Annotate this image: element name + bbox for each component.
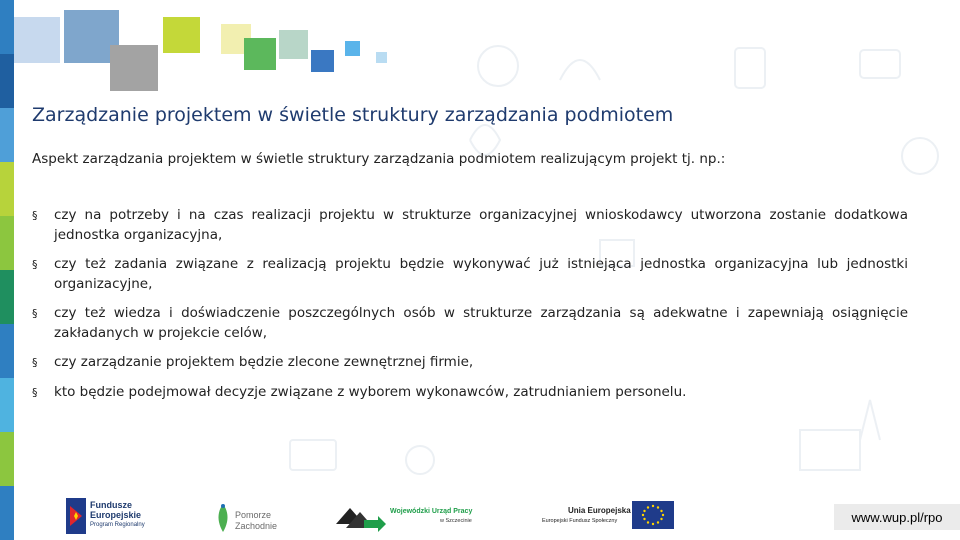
- bullet-mark: §: [32, 209, 38, 222]
- tree-icon: [860, 400, 880, 440]
- bus-icon: [735, 48, 765, 88]
- wup-line2: w Szczecinie: [440, 518, 472, 524]
- chat-icon: [860, 50, 900, 78]
- fe-star-icon: [66, 498, 86, 534]
- list-item-text: czy zarządzanie projektem będzie zlecone zewnętrznej firmie,: [54, 354, 474, 370]
- eu-flag-icon: [632, 501, 674, 529]
- ue-line2: Europejski Fundusz Społeczny: [542, 518, 618, 524]
- wup-logo: [336, 498, 486, 536]
- pomorze-line2: Zachodnie: [235, 521, 278, 531]
- fence-icon: [800, 430, 860, 470]
- unia-europejska-logo: [540, 500, 675, 534]
- list-item: [32, 206, 908, 245]
- list-item-text: kto będzie podejmował decyzje związane z wyborem wykonawców, zatrudnianiem personelu.: [54, 383, 687, 400]
- fe-line3: Program Regionalny: [90, 522, 145, 528]
- seed-icon: [215, 502, 231, 532]
- atom-icon: [902, 138, 938, 174]
- pomorze-zachodnie-logo: [215, 498, 285, 536]
- website-link[interactable]: www.wup.pl/rpo: [834, 504, 960, 530]
- footer-logos: [0, 490, 960, 540]
- list-item: [32, 353, 908, 373]
- fundusze-europejskie-logo: [66, 496, 162, 536]
- gear-icon: [406, 446, 434, 474]
- list-item-text: czy też wiedza i doświadczenie poszczególnych osób w strukturze zarządzania są adekwatne i zapewniają osiągnięcie zakładanych w projekcie celów,: [54, 305, 908, 341]
- bullet-mark: §: [32, 258, 38, 271]
- list-item-text: czy na potrzeby i na czas realizacji projektu w strukturze organizacyjnej wnioskodawcy utworzona zostanie dodatkowa jednostka organizacyjna,: [54, 207, 908, 243]
- list-item: [32, 383, 908, 403]
- list-item: [32, 304, 908, 343]
- fe-line2: Europejskie: [90, 510, 142, 520]
- left-color-strip: [0, 0, 14, 540]
- briefcase-icon: [290, 440, 336, 470]
- ue-line1: Unia Europejska: [568, 506, 631, 515]
- slide-title: Zarządzanie projektem w świetle struktury zarządzania podmiotem: [32, 104, 674, 126]
- wup-emblem-icon: [336, 498, 386, 534]
- pomorze-line1: Pomorze: [235, 510, 272, 520]
- bullet-list: [32, 206, 908, 402]
- sun-icon: [478, 46, 518, 86]
- bullet-mark: §: [32, 356, 38, 369]
- bullet-mark: §: [32, 385, 38, 399]
- list-item-text: czy też zadania związane z realizacją projektu będzie wykonywać już istniejąca jednostka organizacyjna lub jednostki organizacyjne,: [54, 256, 908, 292]
- wup-line1: Wojewódzki Urząd Pracy: [390, 508, 473, 515]
- list-item: [32, 255, 908, 294]
- leaf-icon: [560, 60, 600, 80]
- intro-text: Aspekt zarządzania projektem w świetle struktury zarządzania podmiotem realizującym projekt tj. np.:: [32, 151, 726, 167]
- fe-line1: Fundusze: [90, 500, 132, 510]
- bullet-mark: §: [32, 307, 38, 320]
